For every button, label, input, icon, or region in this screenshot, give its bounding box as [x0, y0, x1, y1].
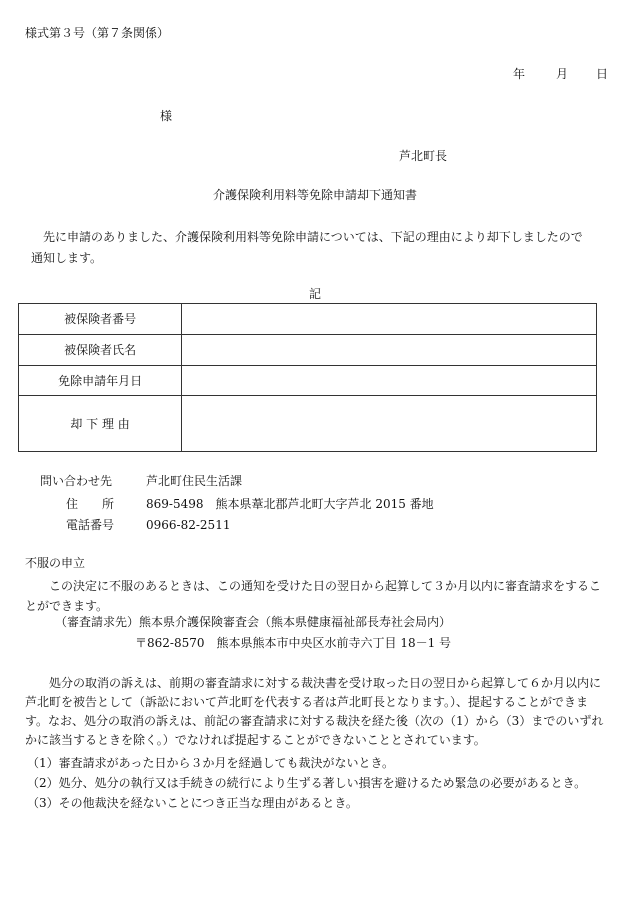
table-row — [19, 304, 597, 335]
details-table — [18, 303, 597, 452]
table-row — [19, 396, 597, 452]
objection-body: この決定に不服のあるときは、この通知を受けた日の翌日から起算して３か月以内に審査請求をすることができます。 — [25, 579, 602, 613]
review-destination: （審査請求先）熊本県介護保険審査会（熊本県健康福祉部長寿社会局内） — [55, 615, 452, 629]
recipient-honorific: 様 — [160, 109, 173, 123]
date-month-label: 月 — [556, 67, 569, 81]
date-day-label: 日 — [596, 67, 609, 81]
table-row — [19, 335, 597, 366]
phone-label: 電話番号 — [66, 518, 115, 532]
application-date-field — [182, 366, 597, 396]
rejection-reason-label: 却 下 理 由 — [19, 396, 182, 452]
condition-item: （1）審査請求があった日から３か月を経過しても裁決がないとき。 — [27, 756, 395, 770]
ki-heading: 記 — [308, 287, 321, 301]
insured-number-label: 被保険者番号 — [19, 304, 182, 335]
insured-name-field — [182, 335, 597, 366]
lawsuit-paragraph: 処分の取消の訴えは、前期の審査請求に対する裁決書を受け取った日の翌日から起算して６か月以内に芦北町を被告として（訴訟において芦北町を代表する者は芦北町長となります。）、提起することができます。なお、処分の取消の訴えは、前記の審査請求に対する裁決を経た後（次の（1）から（3）までのいずれかに該当するときを除く。）でなければ提起することができないこととされています。 — [25, 676, 604, 747]
review-address: 〒862-8570 熊本県熊本市中央区水前寺六丁目 18－1 号 — [135, 636, 452, 650]
rejection-reason-field — [182, 396, 597, 452]
condition-item: （3）その他裁決を経ないことにつき正当な理由があるとき。 — [27, 796, 358, 810]
document-title: 介護保険利用料等免除申請却下通知書 — [212, 188, 417, 202]
insured-number-field — [182, 304, 597, 335]
application-date-label: 免除申請年月日 — [19, 366, 182, 396]
address-label: 住 所 — [66, 497, 115, 511]
sender-name: 芦北町長 — [399, 149, 448, 163]
intro-paragraph: 先に申請のありました、介護保険利用料等免除申請については、下記の理由により却下しましたので通知します。 — [31, 230, 583, 265]
objection-heading: 不服の申立 — [25, 556, 86, 570]
table-row — [19, 366, 597, 396]
form-number: 様式第３号（第７条関係） — [25, 26, 170, 40]
contact-label: 問い合わせ先 — [40, 474, 113, 488]
phone-value: 0966-82-2511 — [146, 518, 231, 532]
address-value: 869-5498 熊本県葦北郡芦北町大字芦北 2015 番地 — [146, 497, 434, 511]
contact-department: 芦北町住民生活課 — [146, 474, 243, 488]
date-year-label: 年 — [513, 67, 526, 81]
condition-item: （2）処分、処分の執行又は手続きの続行により生ずる著しい損害を避けるため緊急の必要があるとき。 — [27, 776, 587, 790]
insured-name-label: 被保険者氏名 — [19, 335, 182, 366]
